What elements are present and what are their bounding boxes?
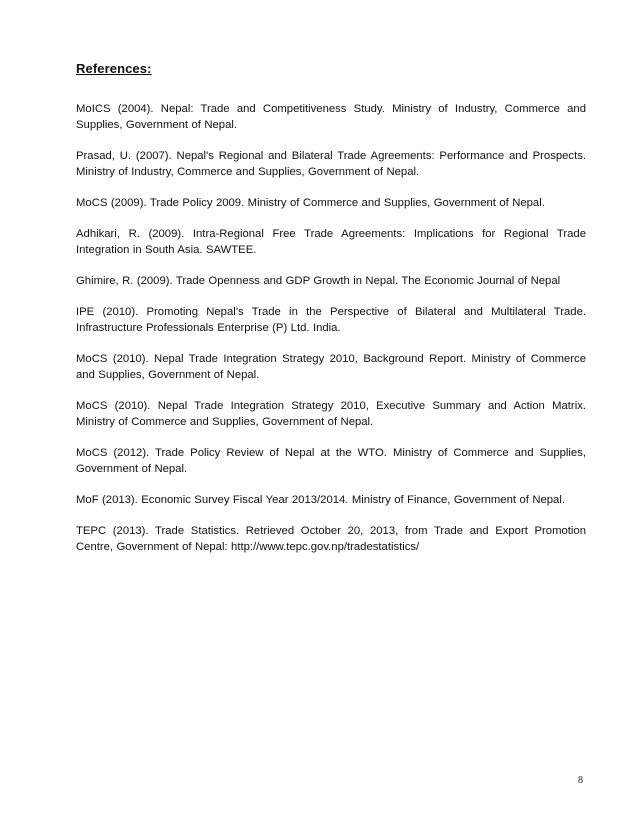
page-number: 8 <box>578 775 583 786</box>
reference-item: IPE (2010). Promoting Nepal’s Trade in the Perspective of Bilateral and Multilateral Trade. Infrastructure Professionals Enterprise (P) Ltd. India. <box>76 306 586 334</box>
reference-item: Adhikari, R. (2009). Intra-Regional Free Trade Agreements: Implications for Regional Trade Integration in South Asia. SAWTEE. <box>76 228 586 256</box>
reference-item: MoCS (2010). Nepal Trade Integration Strategy 2010, Executive Summary and Action Matrix. Ministry of Commerce and Supplies, Government of Nepal. <box>76 400 586 428</box>
references-list <box>76 101 586 570</box>
reference-item: Ghimire, R. (2009). Trade Openness and GDP Growth in Nepal. The Economic Journal of Nepal <box>76 275 561 287</box>
references-heading: References: <box>76 61 152 76</box>
reference-item: MoCS (2009). Trade Policy 2009. Ministry of Commerce and Supplies, Government of Nepal. <box>76 197 545 209</box>
reference-item: MoICS (2004). Nepal: Trade and Competitiveness Study. Ministry of Industry, Commerce and Supplies, Government of Nepal. <box>76 103 586 131</box>
reference-item: TEPC (2013). Trade Statistics. Retrieved October 20, 2013, from Trade and Export Promotion Centre, Government of Nepal: http://www.tepc.gov.np/tradestatistics/ <box>76 525 586 553</box>
reference-item: MoCS (2012). Trade Policy Review of Nepal at the WTO. Ministry of Commerce and Supplies, Government of Nepal. <box>76 447 586 475</box>
reference-item: MoCS (2010). Nepal Trade Integration Strategy 2010, Background Report. Ministry of Commerce and Supplies, Government of Nepal. <box>76 353 586 381</box>
reference-item: MoF (2013). Economic Survey Fiscal Year 2013/2014. Ministry of Finance, Government of Nepal. <box>76 494 565 506</box>
reference-item: Prasad, U. (2007). Nepal's Regional and Bilateral Trade Agreements: Performance and Prospects. Ministry of Industry, Commerce and Supplies, Government of Nepal. <box>76 150 586 178</box>
